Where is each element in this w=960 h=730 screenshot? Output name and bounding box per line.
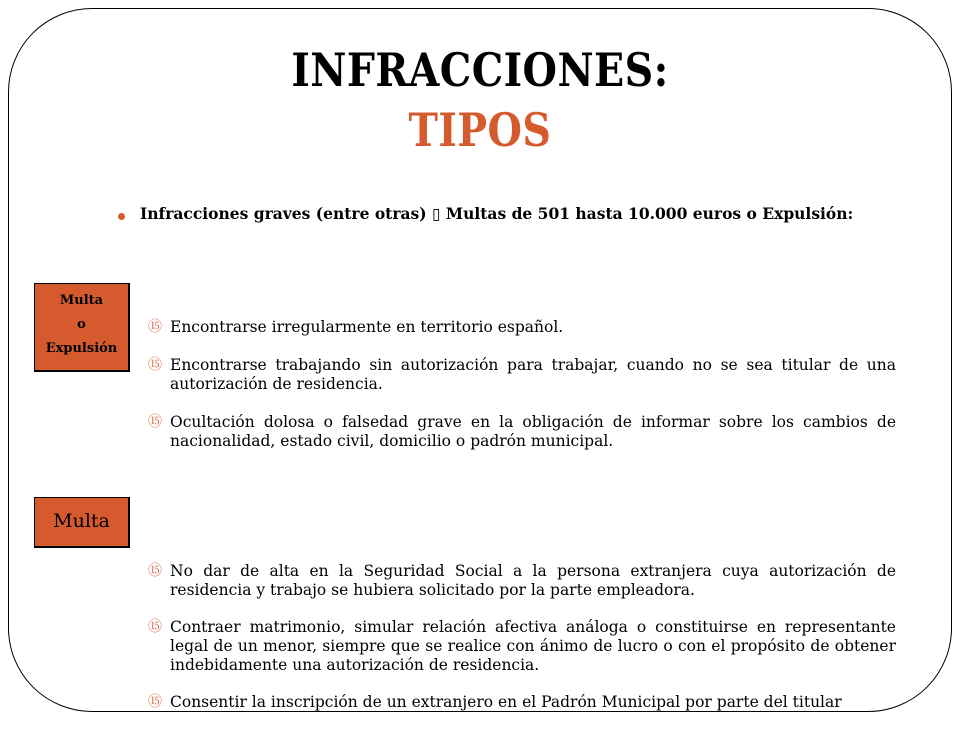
badge-multa: Multa (34, 497, 130, 548)
slide-title: INFRACCIONES: (291, 43, 669, 97)
list-item (148, 413, 896, 451)
list-item-text: No dar de alta en la Seguridad Social a la persona extranjera cuya autorización de residencia y trabajo se hubiera solicitado por la parte empleadora. (170, 562, 896, 599)
list-item (148, 693, 896, 712)
list-item (148, 356, 896, 394)
list-item (148, 562, 896, 600)
intro-text: Infracciones graves (entre otras) ▯ Multas de 501 hasta 10.000 euros o Expulsión: (140, 204, 854, 223)
circled-number-icon: ⑮ (148, 619, 162, 635)
circled-number-icon: ⑮ (148, 357, 162, 373)
list-item (148, 318, 896, 337)
list-item-text: Encontrarse irregularmente en territorio español. (170, 318, 564, 336)
bullet-dot-icon (118, 213, 125, 220)
list-item-text: Encontrarse trabajando sin autorización para trabajar, cuando no se sea titular de una autorización de residencia. (170, 356, 896, 393)
badge-line-1: Multa (59, 293, 104, 308)
list-item-text: Consentir la inscripción de un extranjero en el Padrón Municipal por parte del titular (170, 693, 842, 711)
list-multa (148, 562, 896, 730)
badge-multa-o-expulsion (34, 283, 130, 372)
list-item-text: Ocultación dolosa o falsedad grave en la obligación de informar sobre los cambios de nacionalidad, estado civil, domicilio o padrón municipal. (170, 413, 896, 450)
circled-number-icon: ⑮ (148, 563, 162, 579)
list-item-text: Contraer matrimonio, simular relación afectiva análoga o constituirse en representante legal de un menor, siempre que se realice con ánimo de lucro o con el propósito de obtener indebidamente una autorización de residencia. (170, 618, 896, 674)
list-item (148, 618, 896, 675)
circled-number-icon: ⑮ (148, 319, 162, 335)
intro-bullet (118, 205, 896, 223)
badge-line-2: o (77, 317, 86, 332)
badge-line-3: Expulsión (45, 341, 118, 356)
circled-number-icon: ⑮ (148, 694, 162, 710)
circled-number-icon: ⑮ (148, 414, 162, 430)
list-multa-o-expulsion (148, 318, 896, 470)
slide-subtitle: TIPOS (408, 103, 552, 157)
